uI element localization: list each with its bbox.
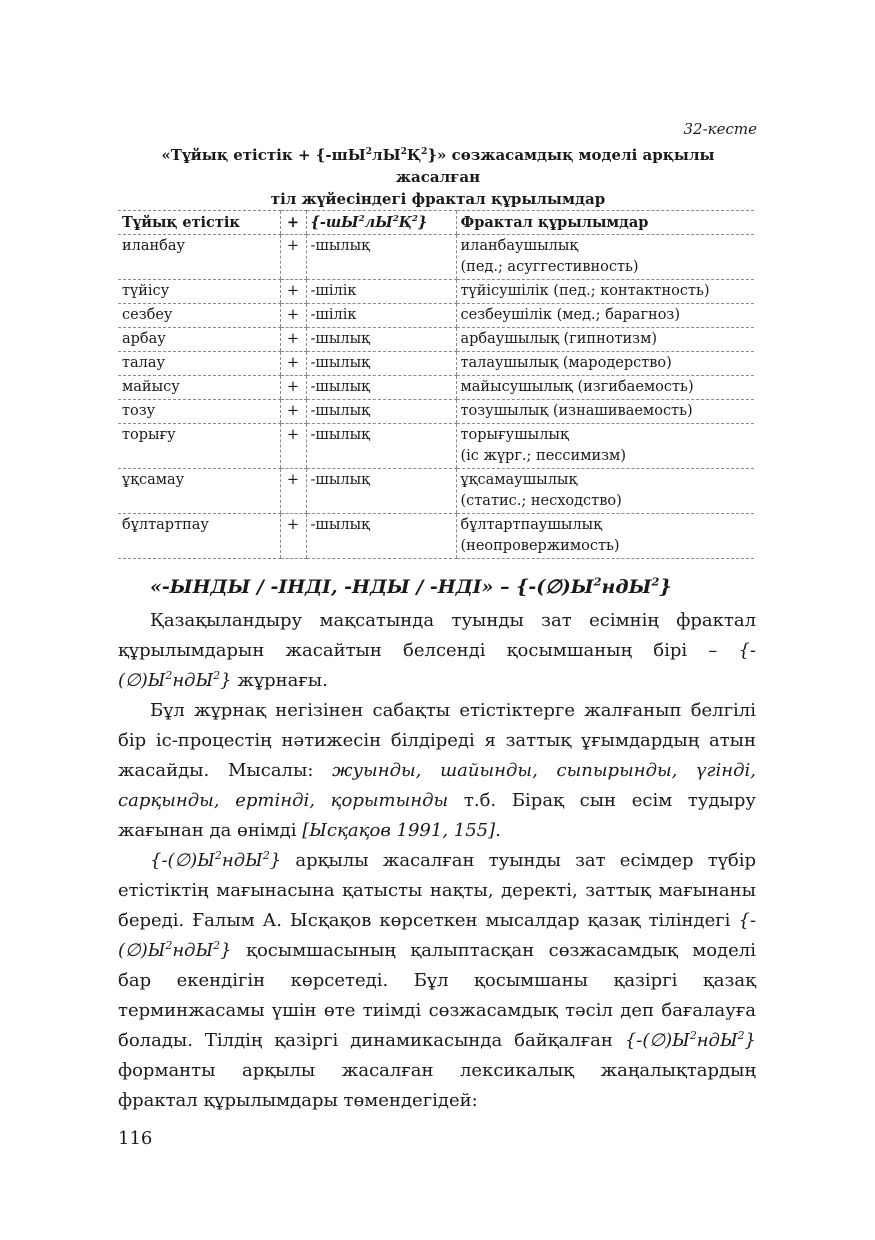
cell-plus: + xyxy=(280,424,306,469)
table-body xyxy=(118,235,754,559)
cell-suffix: -шылық xyxy=(306,235,456,280)
formant: $\{-(\emptyset)Ы^2ндЫ^2\}$ xyxy=(624,1029,756,1051)
cell-verb: иланбау xyxy=(118,235,280,280)
result-note: (пед.; асуггестивность) xyxy=(460,259,639,275)
result-word: майысушылық (изгибаемость) xyxy=(460,379,694,395)
header-plus: + xyxy=(280,211,306,235)
cell-suffix: -шылық xyxy=(306,514,456,559)
header-result: Фрактал құрылымдар xyxy=(456,211,754,235)
cell-verb: ұқсамау xyxy=(118,469,280,514)
cell-plus: + xyxy=(280,376,306,400)
table-row xyxy=(118,280,754,304)
paragraph-3 xyxy=(118,846,756,1116)
cell-suffix: -шілік xyxy=(306,304,456,328)
cell-verb: торығу xyxy=(118,424,280,469)
cell-suffix: -шілік xyxy=(306,280,456,304)
table-number: 32-кесте xyxy=(683,120,757,138)
cell-suffix: -шылық xyxy=(306,424,456,469)
table-row xyxy=(118,400,754,424)
cell-verb: түйісу xyxy=(118,280,280,304)
cell-verb: тозу xyxy=(118,400,280,424)
formant: $\{-(\emptyset)Ы^2ндЫ^2\}$ xyxy=(118,640,756,691)
cell-result xyxy=(456,352,754,376)
result-word: иланбаушылық xyxy=(460,238,579,254)
result-word: талаушылық (мародерство) xyxy=(460,355,672,371)
paragraph-2-cont: т.б. Бірақ сын есім тудыру жағынан да өнімді xyxy=(118,790,756,841)
cell-plus: + xyxy=(280,328,306,352)
section-heading: «-ЫНДЫ / -ІНДІ, -НДЫ / -НДІ» – $\{-(\emptyset)Ы^2ндЫ^2\}$ xyxy=(150,574,672,598)
table-row xyxy=(118,352,754,376)
cell-suffix: -шылық xyxy=(306,469,456,514)
table-row xyxy=(118,304,754,328)
paragraph-1-text: Қазақыландыру мақсатында туынды зат есімнің фрактал құрылымдарын жасайтын белсенді қосымшаның бірі – xyxy=(118,610,756,661)
caption-line-2: тіл жүйесіндегі фрактал құрылымдар xyxy=(270,190,606,208)
result-word: тозушылық (изнашиваемость) xyxy=(460,403,693,419)
body-text xyxy=(118,606,756,1116)
cell-result xyxy=(456,235,754,280)
result-note: (іс жүрг.; пессимизм) xyxy=(460,448,626,464)
cell-suffix: -шылық xyxy=(306,328,456,352)
cell-verb: арбау xyxy=(118,328,280,352)
cell-result xyxy=(456,376,754,400)
cell-plus: + xyxy=(280,280,306,304)
cell-result xyxy=(456,400,754,424)
table-row xyxy=(118,469,754,514)
result-word: сезбеушілік (мед.; барагноз) xyxy=(460,307,680,323)
cell-plus: + xyxy=(280,235,306,280)
cell-verb: майысу xyxy=(118,376,280,400)
cell-verb: сезбеу xyxy=(118,304,280,328)
table-row xyxy=(118,235,754,280)
table-row xyxy=(118,328,754,352)
table-header-row xyxy=(118,211,754,235)
paragraph-3-end: форманты арқылы жасалған лексикалық жаңалықтардың фрактал құрылымдары төмендегідей: xyxy=(118,1060,756,1111)
table-row xyxy=(118,424,754,469)
cell-result xyxy=(456,304,754,328)
fractal-structures-table xyxy=(118,210,754,559)
citation: [Ысқақов 1991, 155] xyxy=(302,820,496,841)
table-caption xyxy=(118,144,758,210)
paragraph-2-text: Бұл жұрнақ негізінен сабақты етістіктерге жалғанып белгілі бір іс-процестің нәтижесін білдіреді я заттық ұғымдардың атын жасайды. Мысалы: xyxy=(118,700,756,781)
result-word: торығушылық xyxy=(460,427,569,443)
table-row xyxy=(118,514,754,559)
page-number: 116 xyxy=(118,1128,153,1149)
cell-plus: + xyxy=(280,400,306,424)
paragraph-2 xyxy=(118,696,756,846)
cell-plus: + xyxy=(280,469,306,514)
cell-result xyxy=(456,469,754,514)
cell-suffix: -шылық xyxy=(306,400,456,424)
header-suffix: $\{-шЫ^2лЫ^2Қ^2\}$ xyxy=(306,211,456,235)
paragraph-1 xyxy=(118,606,756,696)
cell-plus: + xyxy=(280,352,306,376)
header-verb: Тұйық етістік xyxy=(118,211,280,235)
examples: жуынды, шайынды, сыпырынды, үгінді, сарқынды, ертінді, қорытынды xyxy=(118,760,756,811)
paragraph-2-end: . xyxy=(495,820,501,841)
cell-result xyxy=(456,328,754,352)
formant: $\{-(\emptyset)Ы^2ндЫ^2\}$ xyxy=(118,910,756,961)
paragraph-3-text: арқылы жасалған туынды зат есімдер түбір етістіктің мағынасына қатысты нақты, деректі, заттық мағынаны береді. Ғалым А. Ысқақов көрсеткен мысалдар қазақ тіліндегі xyxy=(118,850,756,931)
cell-plus: + xyxy=(280,514,306,559)
cell-suffix: -шылық xyxy=(306,376,456,400)
result-word: түйісушілік (пед.; контактность) xyxy=(460,283,710,299)
result-note: (статис.; несходство) xyxy=(460,493,622,509)
cell-verb: талау xyxy=(118,352,280,376)
table-row xyxy=(118,376,754,400)
cell-result xyxy=(456,514,754,559)
cell-result xyxy=(456,424,754,469)
cell-suffix: -шылық xyxy=(306,352,456,376)
cell-plus: + xyxy=(280,304,306,328)
cell-result xyxy=(456,280,754,304)
result-word: ұқсамаушылық xyxy=(460,472,578,488)
paragraph-1-end: жұрнағы. xyxy=(237,670,328,691)
result-word: арбаушылық (гипнотизм) xyxy=(460,331,658,347)
cell-verb: бұлтартпау xyxy=(118,514,280,559)
caption-line-1: «Тұйық етістік + $\{-шЫ^2лЫ^2Қ^2\}$» сөзжасамдық моделі арқылы жасалған xyxy=(161,146,715,186)
result-note: (неопровержимость) xyxy=(460,538,620,554)
formant: $\{-(\emptyset)Ы^2ндЫ^2\}$ xyxy=(150,849,282,871)
paragraph-3-cont: қосымшасының қалыптасқан сөзжасамдық моделі бар екендігін көрсетеді. Бұл қосымшаны қазіргі қазақ терминжасамы үшін өте тиімді сөзжасамдық тәсіл деп бағалауға болады. Тілдің қазіргі динамикасында байқалған xyxy=(118,940,756,1051)
result-word: бұлтартпаушылық xyxy=(460,517,603,533)
